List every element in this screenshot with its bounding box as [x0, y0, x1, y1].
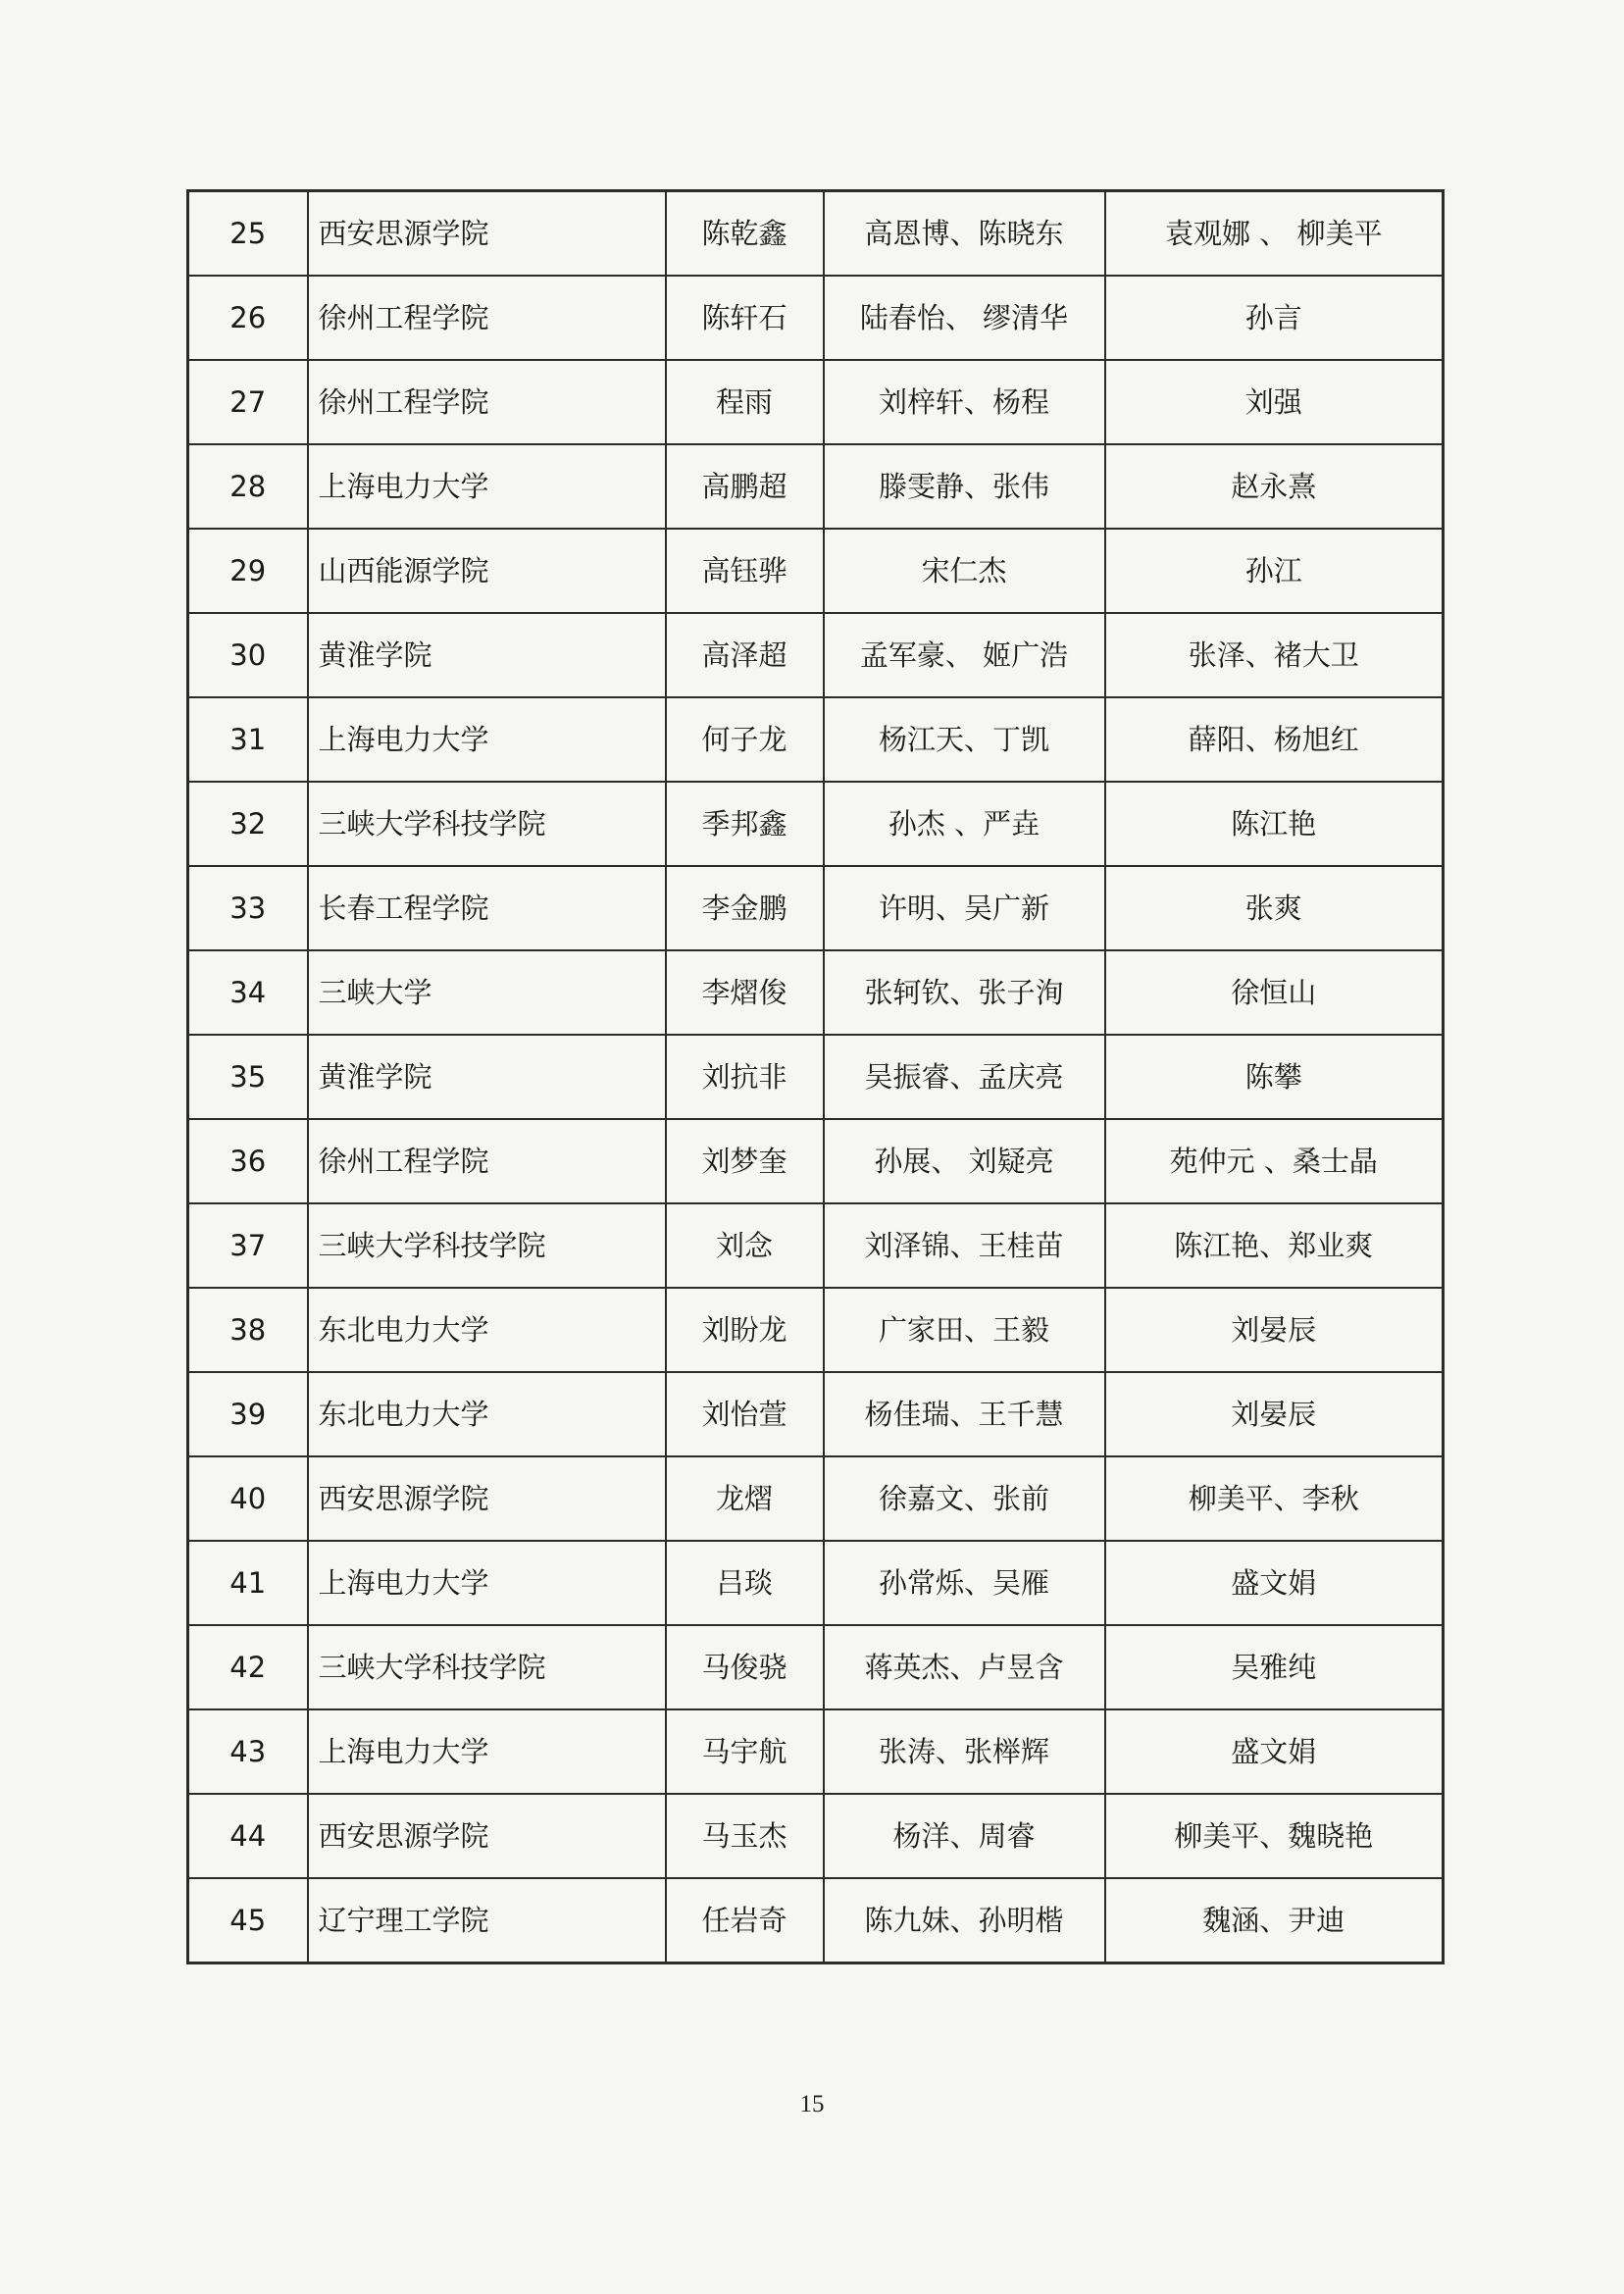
leader-cell: 李熠俊	[666, 950, 824, 1035]
advisor-cell: 孙言	[1105, 276, 1444, 360]
advisor-cell: 魏涵、尹迪	[1105, 1878, 1444, 1963]
school-cell: 徐州工程学院	[308, 276, 666, 360]
row-number-cell: 34	[188, 950, 308, 1035]
row-number-cell: 31	[188, 697, 308, 782]
members-cell: 刘梓轩、杨程	[824, 360, 1105, 444]
members-cell: 陈九妹、孙明楷	[824, 1878, 1105, 1963]
members-cell: 滕雯静、张伟	[824, 444, 1105, 529]
advisor-cell: 柳美平、魏晓艳	[1105, 1794, 1444, 1878]
members-cell: 陆春怡、 缪清华	[824, 276, 1105, 360]
leader-cell: 马宇航	[666, 1709, 824, 1794]
table-row	[188, 697, 1444, 782]
advisor-cell: 袁观娜 、 柳美平	[1105, 191, 1444, 277]
table-row	[188, 1456, 1444, 1541]
table-row	[188, 613, 1444, 697]
table-row	[188, 1372, 1444, 1456]
school-cell: 辽宁理工学院	[308, 1878, 666, 1963]
advisor-cell: 柳美平、李秋	[1105, 1456, 1444, 1541]
members-cell: 孟军豪、 姬广浩	[824, 613, 1105, 697]
members-cell: 杨洋、周睿	[824, 1794, 1105, 1878]
row-number-cell: 36	[188, 1119, 308, 1203]
school-cell: 西安思源学院	[308, 1456, 666, 1541]
school-cell: 三峡大学科技学院	[308, 1625, 666, 1709]
school-cell: 徐州工程学院	[308, 1119, 666, 1203]
leader-cell: 马俊骁	[666, 1625, 824, 1709]
advisor-cell: 陈攀	[1105, 1035, 1444, 1119]
members-cell: 孙展、 刘疑亮	[824, 1119, 1105, 1203]
page-number: 15	[799, 2091, 825, 2117]
row-number-cell: 28	[188, 444, 308, 529]
leader-cell: 李金鹏	[666, 866, 824, 950]
school-cell: 长春工程学院	[308, 866, 666, 950]
table-row	[188, 529, 1444, 613]
school-cell: 东北电力大学	[308, 1372, 666, 1456]
table-row	[188, 191, 1444, 277]
advisor-cell: 徐恒山	[1105, 950, 1444, 1035]
table-row	[188, 950, 1444, 1035]
row-number-cell: 44	[188, 1794, 308, 1878]
table-row	[188, 782, 1444, 866]
row-number-cell: 27	[188, 360, 308, 444]
members-cell: 杨江天、丁凯	[824, 697, 1105, 782]
members-cell: 刘泽锦、王桂苗	[824, 1203, 1105, 1288]
row-number-cell: 26	[188, 276, 308, 360]
school-cell: 上海电力大学	[308, 1709, 666, 1794]
row-number-cell: 42	[188, 1625, 308, 1709]
members-cell: 孙杰 、严垚	[824, 782, 1105, 866]
leader-cell: 陈轩石	[666, 276, 824, 360]
row-number-cell: 35	[188, 1035, 308, 1119]
members-cell: 高恩博、陈晓东	[824, 191, 1105, 277]
roster-table-body	[188, 191, 1444, 1963]
school-cell: 上海电力大学	[308, 444, 666, 529]
advisor-cell: 薛阳、杨旭红	[1105, 697, 1444, 782]
advisor-cell: 刘晏辰	[1105, 1372, 1444, 1456]
advisor-cell: 陈江艳	[1105, 782, 1444, 866]
table-row	[188, 1035, 1444, 1119]
school-cell: 西安思源学院	[308, 1794, 666, 1878]
leader-cell: 季邦鑫	[666, 782, 824, 866]
members-cell: 张轲钦、张子洵	[824, 950, 1105, 1035]
table-row	[188, 1288, 1444, 1372]
table-row	[188, 276, 1444, 360]
school-cell: 山西能源学院	[308, 529, 666, 613]
school-cell: 上海电力大学	[308, 697, 666, 782]
table-row	[188, 866, 1444, 950]
leader-cell: 刘念	[666, 1203, 824, 1288]
row-number-cell: 32	[188, 782, 308, 866]
row-number-cell: 39	[188, 1372, 308, 1456]
members-cell: 许明、吴广新	[824, 866, 1105, 950]
table-row	[188, 1203, 1444, 1288]
advisor-cell: 张泽、褚大卫	[1105, 613, 1444, 697]
members-cell: 张涛、张榉辉	[824, 1709, 1105, 1794]
advisor-cell: 孙江	[1105, 529, 1444, 613]
advisor-cell: 张爽	[1105, 866, 1444, 950]
roster-table	[186, 189, 1445, 1964]
table-row	[188, 1794, 1444, 1878]
members-cell: 孙常烁、吴雁	[824, 1541, 1105, 1625]
advisor-cell: 刘强	[1105, 360, 1444, 444]
leader-cell: 高鹏超	[666, 444, 824, 529]
advisor-cell: 盛文娟	[1105, 1709, 1444, 1794]
leader-cell: 程雨	[666, 360, 824, 444]
row-number-cell: 33	[188, 866, 308, 950]
leader-cell: 陈乾鑫	[666, 191, 824, 277]
advisor-cell: 盛文娟	[1105, 1541, 1444, 1625]
advisor-cell: 赵永熹	[1105, 444, 1444, 529]
members-cell: 广家田、王毅	[824, 1288, 1105, 1372]
members-cell: 杨佳瑞、王千慧	[824, 1372, 1105, 1456]
members-cell: 宋仁杰	[824, 529, 1105, 613]
advisor-cell: 吴雅纯	[1105, 1625, 1444, 1709]
members-cell: 徐嘉文、张前	[824, 1456, 1105, 1541]
advisor-cell: 陈江艳、郑业爽	[1105, 1203, 1444, 1288]
leader-cell: 何子龙	[666, 697, 824, 782]
row-number-cell: 41	[188, 1541, 308, 1625]
table-row	[188, 444, 1444, 529]
leader-cell: 龙熠	[666, 1456, 824, 1541]
leader-cell: 高钰骅	[666, 529, 824, 613]
table-row	[188, 1541, 1444, 1625]
advisor-cell: 苑仲元 、桑士晶	[1105, 1119, 1444, 1203]
school-cell: 上海电力大学	[308, 1541, 666, 1625]
school-cell: 黄淮学院	[308, 613, 666, 697]
advisor-cell: 刘晏辰	[1105, 1288, 1444, 1372]
table-row	[188, 1709, 1444, 1794]
table-row	[188, 1878, 1444, 1963]
row-number-cell: 37	[188, 1203, 308, 1288]
row-number-cell: 43	[188, 1709, 308, 1794]
leader-cell: 任岩奇	[666, 1878, 824, 1963]
row-number-cell: 45	[188, 1878, 308, 1963]
school-cell: 西安思源学院	[308, 191, 666, 277]
members-cell: 吴振睿、孟庆亮	[824, 1035, 1105, 1119]
row-number-cell: 38	[188, 1288, 308, 1372]
leader-cell: 刘抗非	[666, 1035, 824, 1119]
leader-cell: 高泽超	[666, 613, 824, 697]
table-row	[188, 360, 1444, 444]
school-cell: 三峡大学科技学院	[308, 1203, 666, 1288]
school-cell: 徐州工程学院	[308, 360, 666, 444]
leader-cell: 刘梦奎	[666, 1119, 824, 1203]
school-cell: 黄淮学院	[308, 1035, 666, 1119]
members-cell: 蒋英杰、卢昱含	[824, 1625, 1105, 1709]
leader-cell: 刘怡萱	[666, 1372, 824, 1456]
row-number-cell: 29	[188, 529, 308, 613]
leader-cell: 吕琰	[666, 1541, 824, 1625]
school-cell: 三峡大学科技学院	[308, 782, 666, 866]
school-cell: 东北电力大学	[308, 1288, 666, 1372]
leader-cell: 马玉杰	[666, 1794, 824, 1878]
row-number-cell: 25	[188, 191, 308, 277]
school-cell: 三峡大学	[308, 950, 666, 1035]
table-row	[188, 1119, 1444, 1203]
leader-cell: 刘盼龙	[666, 1288, 824, 1372]
table-row	[188, 1625, 1444, 1709]
row-number-cell: 40	[188, 1456, 308, 1541]
row-number-cell: 30	[188, 613, 308, 697]
